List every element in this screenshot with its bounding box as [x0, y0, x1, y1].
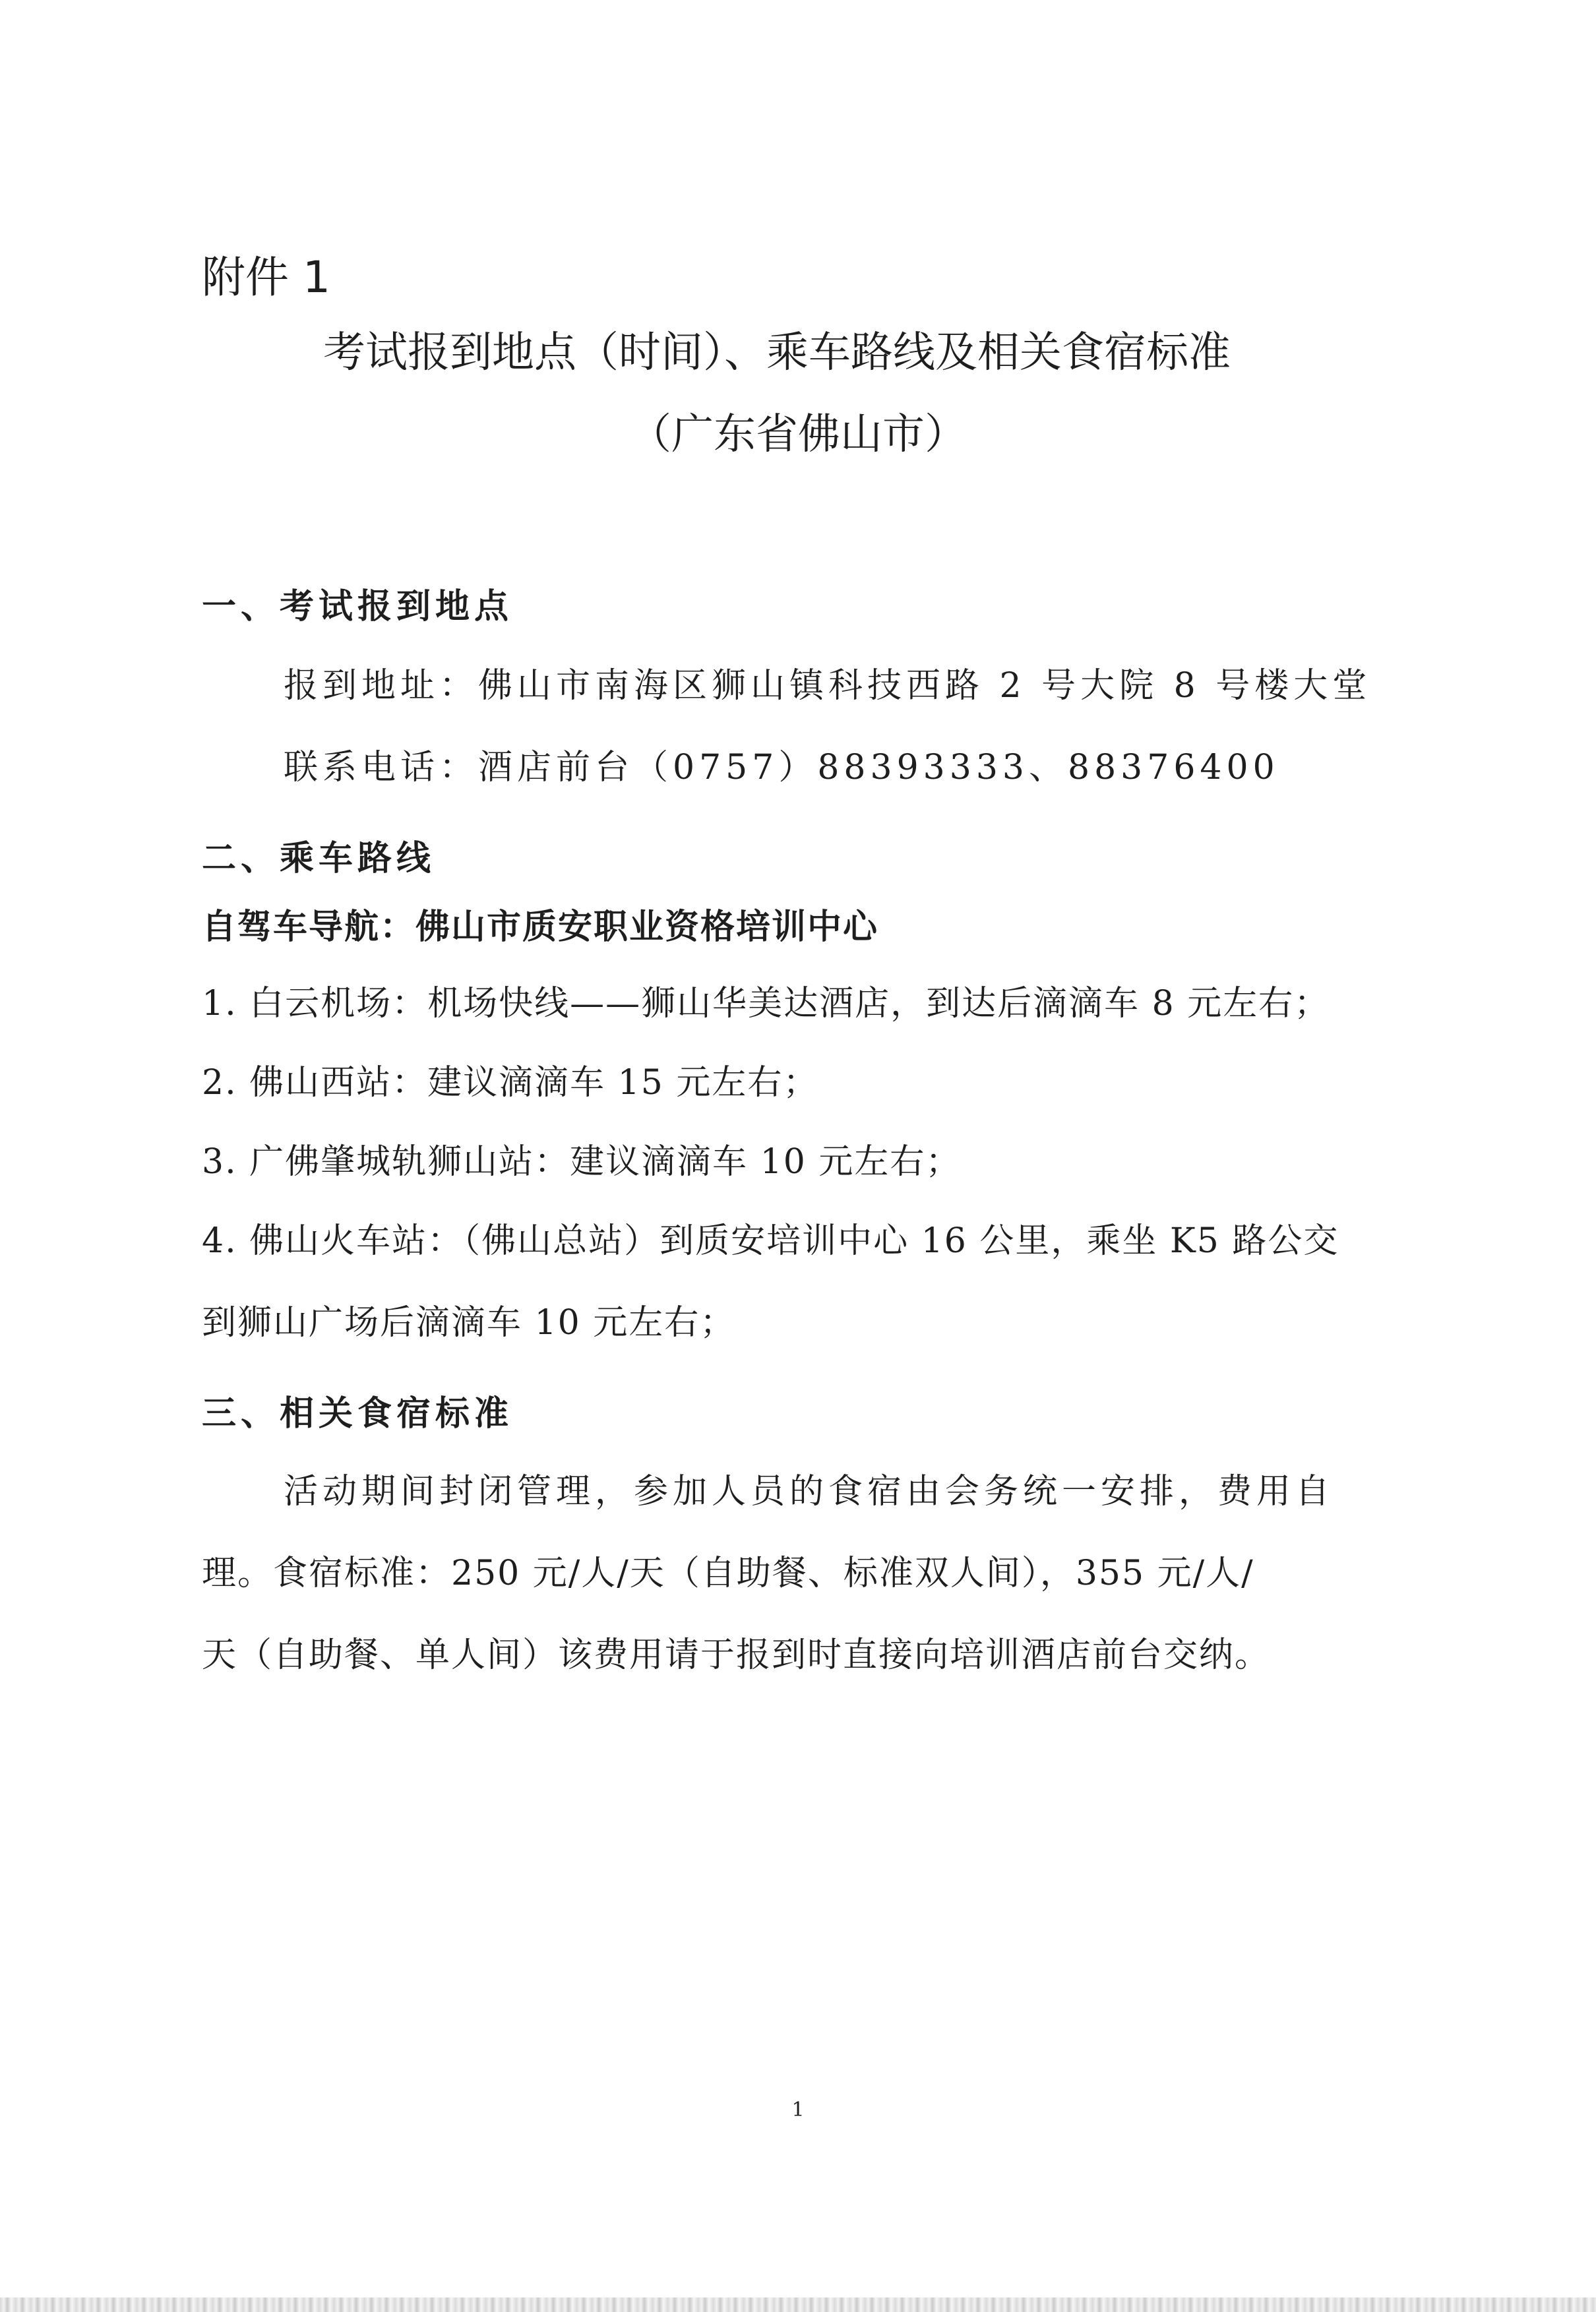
route-item: 3. 广佛肇城轨狮山站：建议滴滴车 10 元左右；: [202, 1142, 962, 1182]
attachment-label: 附件 1: [202, 252, 330, 303]
document-subtitle: （广东省佛山市）: [629, 410, 967, 459]
document-title: 考试报到地点（时间）、乘车路线及相关食宿标准: [323, 328, 1231, 377]
registration-address: 报到地址：佛山市南海区狮山镇科技西路 2 号大院 8 号楼大堂: [284, 666, 1372, 706]
section-heading-routes: 二、乘车路线: [202, 838, 436, 878]
accommodation-paragraph-line: 活动期间封闭管理，参加人员的食宿由会务统一安排，费用自: [284, 1472, 1335, 1511]
navigation-destination: 自驾车导航：佛山市质安职业资格培训中心: [202, 907, 879, 947]
contact-phone: 联系电话：酒店前台（0757）88393333、88376400: [284, 748, 1279, 787]
route-item: 1. 白云机场：机场快线——狮山华美达酒店，到达后滴滴车 8 元左右；: [202, 984, 1330, 1023]
route-item: 2. 佛山西站：建议滴滴车 15 元左右；: [202, 1063, 819, 1103]
section-heading-accommodation: 三、相关食宿标准: [202, 1393, 514, 1434]
section-heading-registration-location: 一、考试报到地点: [202, 586, 514, 626]
accommodation-paragraph-line: 理。食宿标准：250 元/人/天（自助餐、标准双人间），355 元/人/: [202, 1554, 1254, 1593]
route-item-continued: 到狮山广场后滴滴车 10 元左右；: [202, 1303, 736, 1343]
scan-edge-artifact: [0, 2297, 1596, 2312]
route-item: 4. 佛山火车站：（佛山总站）到质安培训中心 16 公里，乘坐 K5 路公交: [202, 1221, 1339, 1261]
page-number: 1: [791, 2098, 805, 2121]
accommodation-paragraph-line: 天（自助餐、单人间）该费用请于报到时直接向培训酒店前台交纳。: [202, 1635, 1271, 1675]
